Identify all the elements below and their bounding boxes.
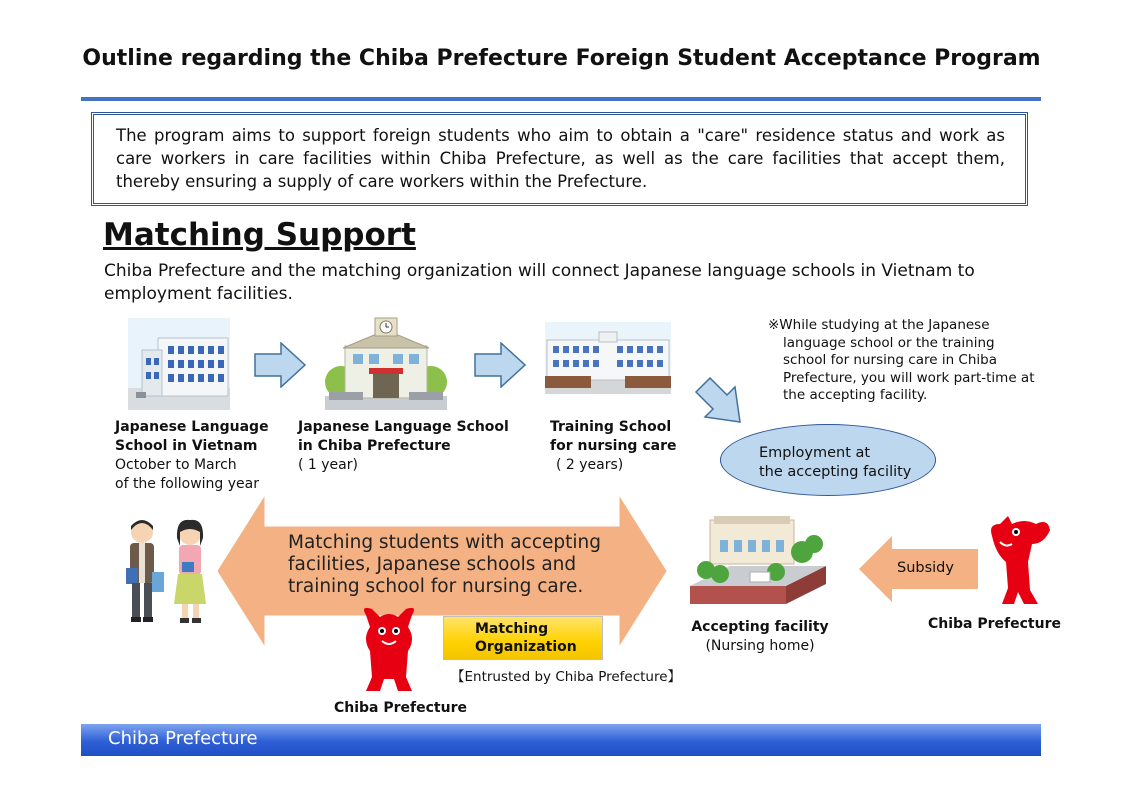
stage-training-school	[550, 418, 710, 475]
arrow-right-icon	[474, 342, 526, 388]
training-school-building-icon	[545, 322, 671, 394]
matching-org-label: Matching	[475, 621, 549, 637]
stage-period: ( 1 year)	[298, 457, 358, 473]
students-icon	[116, 516, 212, 626]
footer-label: Chiba Prefecture	[108, 728, 258, 749]
intro-text: The program aims to support foreign students who aim to obtain a "care" residence status and work as care workers in care facilities within Chiba Prefecture, as well as the care facilities that accept them, thereby ensuring a supply of care workers within the Prefecture.	[116, 126, 1005, 191]
japanese-school-building-icon	[325, 316, 447, 410]
accepting-facility-label	[680, 618, 840, 656]
facility-name: Accepting facility	[691, 619, 829, 635]
chiba-mascot-icon	[356, 605, 422, 695]
footer-bar	[81, 724, 1041, 756]
stage-period: ( 2 years)	[556, 457, 624, 473]
employment-ellipse	[720, 424, 936, 496]
entrusted-note: 【Entrusted by Chiba Prefecture】	[451, 669, 682, 685]
stage-name: Japanese Language	[115, 419, 269, 435]
note-line: ※While studying at the Japanese	[768, 317, 990, 333]
subsidy-label: Subsidy	[897, 560, 954, 576]
arrow-right-icon	[254, 342, 306, 388]
arrow-down-right-icon	[694, 376, 744, 426]
mascot-label: Chiba Prefecture	[334, 700, 467, 716]
section-description: Chiba Prefecture and the matching organization will connect Japanese language schools in Vietnam to employment facilities.	[104, 261, 975, 304]
stage-period: of the following year	[115, 476, 259, 492]
stage-name: School in Vietnam	[115, 438, 258, 454]
stage-name: Training School	[550, 419, 672, 435]
matching-org-label: Organization	[475, 639, 577, 655]
matching-description: Matching students with accepting facilities, Japanese schools and training school for nursing care.	[288, 532, 601, 597]
title-divider	[81, 97, 1041, 101]
part-time-note	[768, 317, 1038, 405]
page-title: Outline regarding the Chiba Prefecture Foreign Student Acceptance Program	[82, 46, 1041, 71]
stage-period: October to March	[115, 457, 237, 473]
nursing-home-building-icon	[690, 516, 826, 606]
stage-vietnam-school	[115, 418, 285, 494]
matching-organization-badge	[443, 616, 603, 660]
chiba-mascot-icon	[986, 514, 1052, 610]
facility-detail: (Nursing home)	[705, 638, 815, 654]
intro-box	[91, 112, 1028, 206]
stage-name: for nursing care	[550, 438, 677, 454]
employment-text: Employment at	[759, 445, 871, 461]
stage-name: Japanese Language School	[298, 419, 509, 435]
mascot-label-right: Chiba Prefecture	[928, 616, 1061, 632]
note-line: language school or the training school for nursing care in Chiba Prefecture, you will work part-time at the accepting facility.	[783, 334, 1035, 403]
stage-name: in Chiba Prefecture	[298, 438, 451, 454]
vietnam-school-building-icon	[128, 318, 230, 410]
employment-text: the accepting facility	[759, 464, 912, 480]
stage-chiba-school	[298, 418, 528, 475]
section-title: Matching Support	[103, 217, 416, 253]
